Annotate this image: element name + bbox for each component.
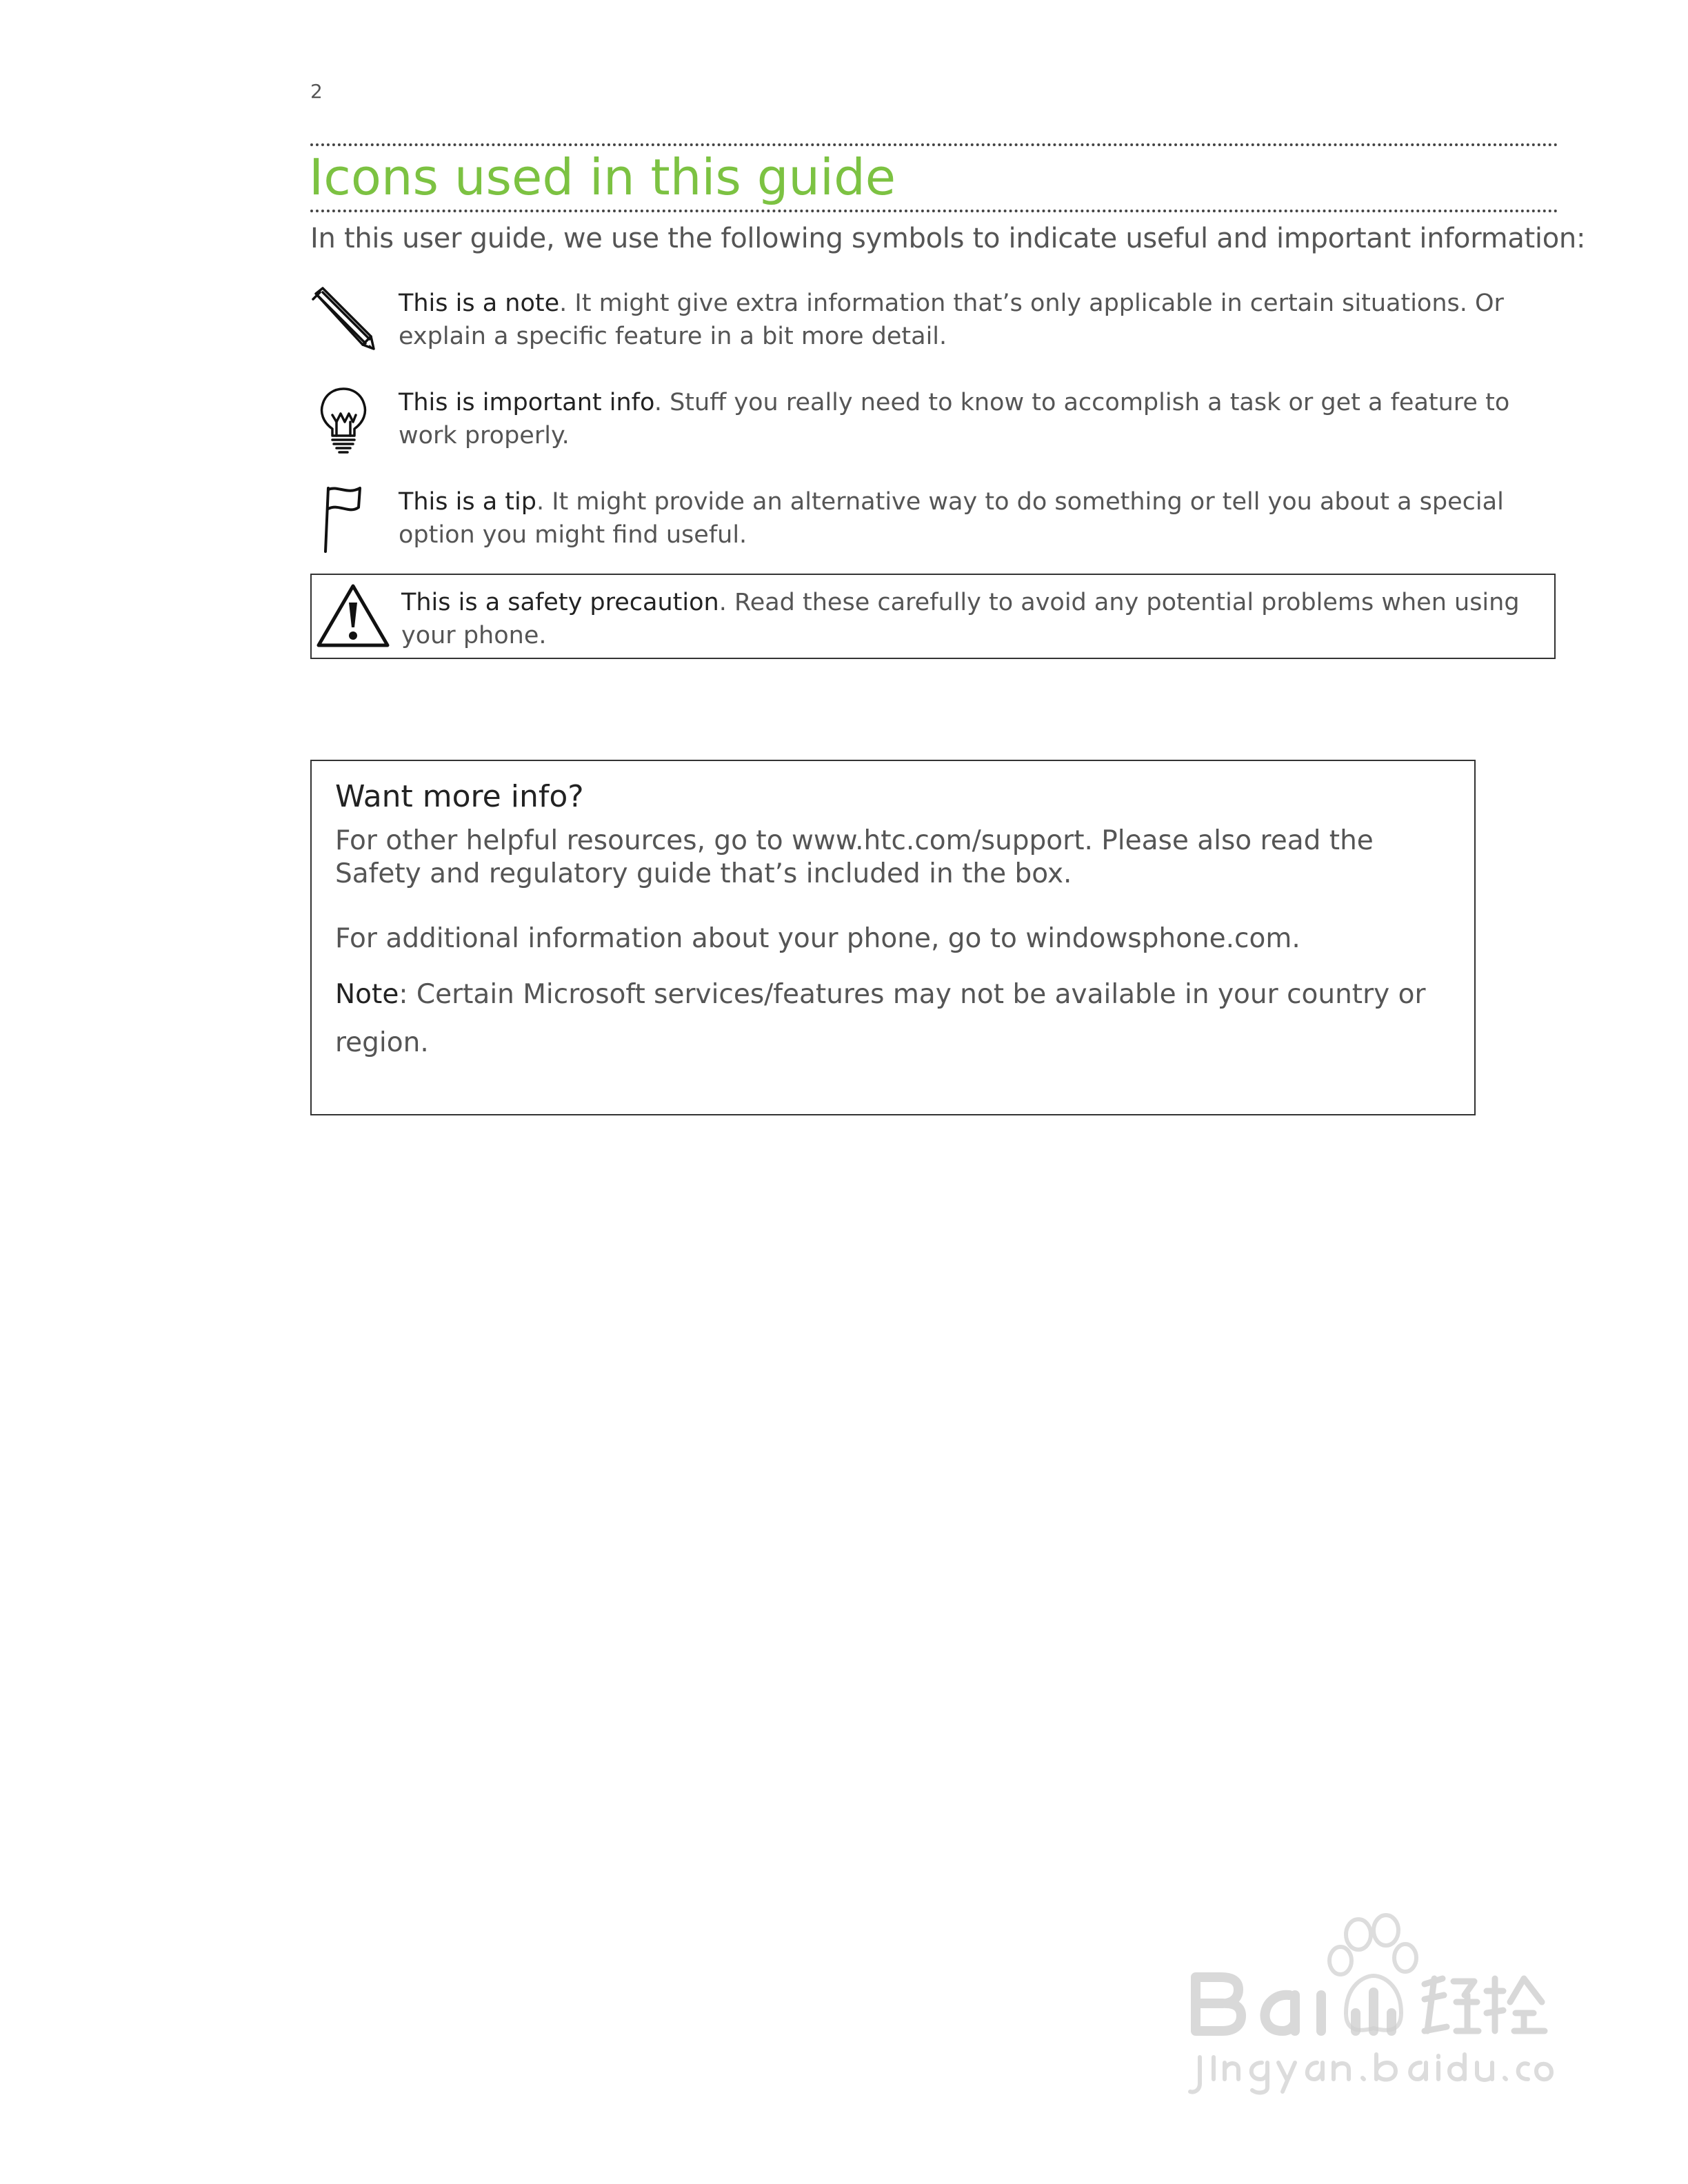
pencil-icon (310, 287, 376, 353)
note-text (399, 287, 1557, 353)
important-lead: This is important info (399, 389, 654, 416)
intro-text: In this user guide, we use the following symbols to indicate useful and important information: (310, 223, 1586, 254)
tip-lead: This is a tip (399, 488, 536, 516)
more-info-box (310, 760, 1476, 1115)
safety-body: . Read these carefully to avoid any potential problems when using your phone. (401, 589, 1520, 649)
more-info-note-body: : Certain Microsoft services/features may not be available in your country or region. (335, 979, 1426, 1058)
tip-row (310, 485, 1558, 561)
note-row (310, 287, 1558, 363)
more-info-note-lead: Note (335, 979, 399, 1010)
important-body: . Stuff you really need to know to accomplish a task or get a feature to work properly. (399, 389, 1510, 449)
tip-body: . It might provide an alternative way to do something or tell you about a special option you might find useful. (399, 488, 1504, 549)
more-info-phone-text: For additional information about your phone, go to windowsphone.com. (335, 923, 1300, 954)
note-body: . It might give extra information that’s only applicable in certain situations. Or explain a specific feature in a bit more detail. (399, 290, 1504, 350)
more-info-title: Want more info? (335, 779, 584, 814)
tip-text (399, 485, 1557, 552)
section-title: Icons used in this guide (309, 148, 896, 206)
important-row (310, 386, 1558, 462)
safety-lead: This is a safety precaution (401, 589, 719, 616)
note-lead: This is a note (399, 290, 560, 317)
title-rule-bottom (310, 210, 1558, 212)
page-number: 2 (310, 80, 323, 103)
baidu-watermark-logo (1186, 1910, 1572, 2103)
flag-icon (310, 483, 376, 554)
lightbulb-icon (310, 383, 376, 455)
safety-precaution-box (310, 574, 1556, 659)
more-info-resources-text: For other helpful resources, go to www.htc.com/support. Please also read the Safety and regulatory guide that’s included in the box. (335, 825, 1374, 889)
more-info-note-text (335, 971, 1452, 1067)
safety-text (401, 586, 1546, 652)
important-text (399, 386, 1557, 452)
warning-triangle-icon (314, 582, 392, 651)
